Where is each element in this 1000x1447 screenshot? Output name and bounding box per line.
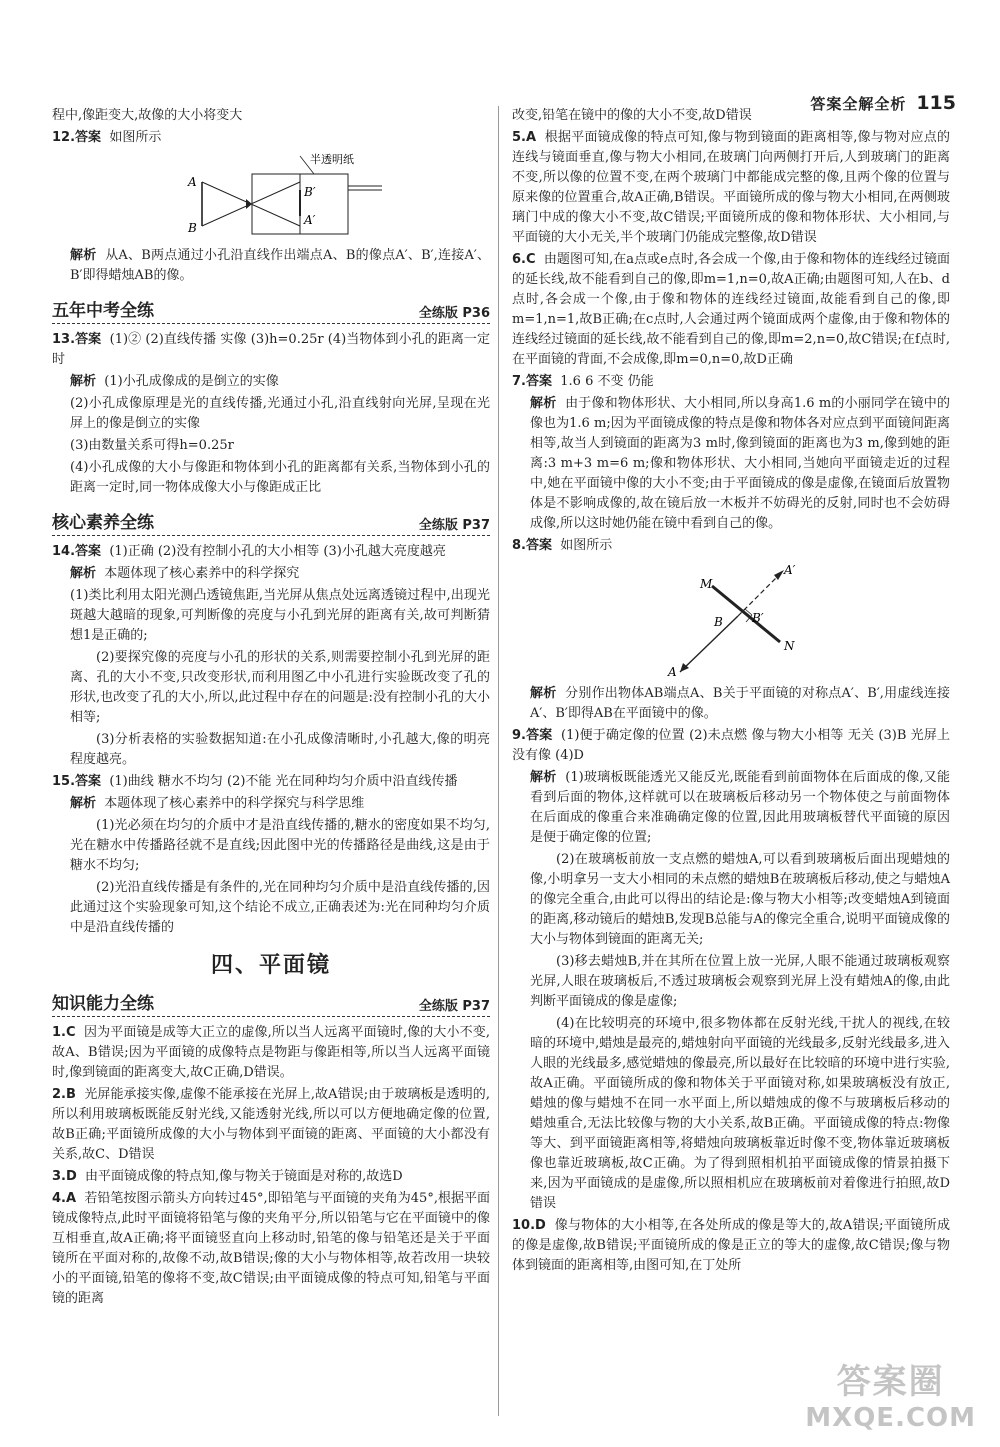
paragraph: (3)移去蜡烛B,并在其所在位置上放一光屏,人眼不能通过玻璃板观察光屏,人眼在玻璃板后,不透过玻璃板会观察到光屏上没有蜡烛A的像,由此判断平面镜成的像是虚像; — [530, 954, 950, 1009]
question-14: 14.答案 (1)正确 (2)没有控制小孔的大小相等 (3)小孔越大亮度越亮 — [52, 544, 446, 559]
figure-label: B — [188, 221, 197, 235]
analysis: 解析 (1)玻璃板既能透光又能反光,既能看到前面物体在后面成的像,又能看到后面的物体,这样就可以在玻璃板后移动另一个物体使之与前面物体在后面成的像重合来准确确定像的位置,因此用玻璃板替代平面镜的原因是便于确定像的位置; — [530, 770, 951, 845]
page-number: 115 — [916, 92, 956, 114]
question-2: 2.B 光屏能承接实像,虚像不能承接在光屏上,故A错误;由于玻璃板是透明的,所以利用玻璃板既能反射光线,又能透射光线,所以可以方便地确定像的位置,故B正确;平面镜所成像的大小与物体到平面镜的距离、平面镜的大小都没有关系,故C、D错误 — [52, 1087, 490, 1162]
analysis: 解析 由于像和物体形状、大小相同,所以身高1.6 m的小丽同学在镜中的像也为1.6 m;因为平面镜成像的特点是像和物体各对应点到平面镜间距离相等,故当人到镜面的距离为3 m时,像到镜面的距离也为3 m,像到她的距离:3 m+3 m=6 m;像和物体形状、大小相同,当她向平面镜走近的过程中,她在平面镜中像的大小不变;由于平面镜成的像是虚像,在镜面后放置物体是不影响成像的,故在镜后放一木板并不妨碍光的反射,同时也不会妨碍成像,所以这时她仍能在镜中看到自己的像。 — [530, 396, 950, 531]
question-10: 10.D 像与物体的大小相等,在各处所成的像是等大的,故A错误;平面镜所成的像是虚像,故B错误;平面镜所成的像是正立的等大的虚像,故C错误;像与物体到镜面的距离相等,由图可知,在丁处所 — [512, 1218, 950, 1273]
figure-label: B — [714, 615, 723, 629]
figure-label: N — [784, 639, 795, 653]
paragraph: (2)光沿直线传播是有条件的,光在同种均匀介质中是沿直线传播的,因此通过这个实验现象可知,这个结论不成立,正确表述为:光在同种均匀介质中是沿直线传播的 — [70, 880, 490, 935]
section-header: 核心素养全练 全练版 P37 — [52, 508, 490, 536]
question-3: 3.D 由平面镜成像的特点知,像与物关于镜面是对称的,故选D — [52, 1169, 403, 1184]
paragraph: (2)要探究像的亮度与小孔的形状的关系,则需要控制小孔到光屏的距离、孔的大小不变,只改变形状,而利用图乙中小孔进行实验既改变了孔的形状,也改变了孔的大小,所以,此过程中存在的问题是:没有控制小孔的大小相等; — [70, 650, 490, 725]
question-15: 15.答案 (1)曲线 糖水不均匀 (2)不能 光在同种均匀介质中沿直线传播 — [52, 774, 458, 789]
figure-label: 半透明纸 — [310, 153, 354, 166]
question-4: 4.A 若铅笔按图示箭头方向转过45°,即铅笔与平面镜的夹角为45°,根据平面镜成像特点,此时平面镜将铅笔与像的夹角平分,所以铅笔与它在平面镜中的像互相垂直,故A正确;将平面镜竖直向上移动时,铅笔的像与铅笔还是关于平面镜所在平面对称的,故像不动,故B错误;像的大小与物体相等,故若改用一块较小的平面镜,铅笔的像将不变,故C错误;由平面镜成像的特点可知,铅笔与平面镜的距离 — [52, 1191, 490, 1306]
header-title: 答案全解全析 — [810, 95, 907, 113]
chapter-title: 四、平面镜 — [210, 953, 331, 978]
question-9: 9.答案 (1)便于确定像的位置 (2)未点燃 像与物大小相等 无关 (3)B 光屏上没有像 (4)D — [512, 728, 950, 763]
question-1: 1.C 因为平面镜是成等大正立的虚像,所以当人远离平面镜时,像的大小不变,故A、B错误;因为平面镜的成像特点是物距与像距相等,所以当人远离平面镜时,像到镜面的距离变大,故C正确,D错误。 — [52, 1025, 491, 1080]
column-divider — [498, 106, 499, 1416]
paragraph: (4)小孔成像的大小与像距和物体到小孔的距离都有关系,当物体到小孔的距离一定时,同一物体成像大小与像距成正比 — [70, 460, 490, 495]
analysis: 解析 (1)小孔成像成的是倒立的实像 — [70, 374, 279, 389]
watermark-logo — [805, 1354, 976, 1433]
pinhole-diagram — [52, 150, 490, 244]
analysis: 解析 从A、B两点通过小孔沿直线作出端点A、B的像点A′、B′,连接A′、B′即得蜡烛AB的像。 — [70, 248, 491, 283]
figure-label: A — [668, 665, 677, 678]
left-column — [52, 106, 490, 1311]
figure-label: A′ — [784, 563, 796, 577]
question-13: 13.答案 (1)② (2)直线传播 实像 (3)h=0.25r (4)当物体到小孔的距离一定时 — [52, 332, 490, 367]
question-12: 12.答案 如图所示 — [52, 130, 162, 145]
figure-label: M — [700, 577, 713, 591]
paragraph: (2)在玻璃板前放一支点燃的蜡烛A,可以看到玻璃板后面出现蜡烛的像,小明拿另一支大小相同的未点燃的蜡烛B在玻璃板后移动,使之与蜡烛A的像完全重合,由此可以得出的结论是:像与物大小相等;改变蜡烛A到镜面的距离,移动镜后的蜡烛B,发现B总能与A的像完全重合,说明平面镜成像的大小与物体到镜面的距离无关; — [530, 852, 950, 947]
figure-label: B′ — [752, 611, 764, 625]
watermark-url: MXQE.COM — [805, 1403, 976, 1433]
analysis: 解析 分别作出物体AB端点A、B关于平面镜的对称点A′、B′,用虚线连接A′、B′即得AB在平面镜中的像。 — [530, 686, 950, 721]
right-column — [512, 106, 950, 1278]
watermark-text: 答案圈 — [836, 1362, 945, 1402]
figure-label: A′ — [304, 213, 316, 227]
mirror-diagram — [512, 558, 950, 682]
paragraph: (1)类比利用太阳光测凸透镜焦距,当光屏从焦点处远离透镜过程中,出现光斑越大越暗的现象,可判断像的亮度与小孔到光屏的距离有关,故可判断猜想1是正确的; — [70, 588, 490, 643]
paragraph: (4)在比较明亮的环境中,很多物体都在反射光线,干扰人的视线,在较暗的环境中,蜡烛是最亮的,蜡烛射向平面镜的光线最多,反射光线最多,进入人眼的光线最多,感觉蜡烛的像最亮,所以最好在比较暗的环境中进行实验,故A正确。平面镜所成的像和物体关于平面镜对称,如果玻璃板没有放正,蜡烛的像与蜡烛不在同一水平面上,所以蜡烛成的像不与玻璃板后移动的蜡烛重合,无法比较像与物的大小关系,故B正确。平面镜成像的特点:物像等大、到平面镜距离相等,将蜡烛向玻璃板靠近时像不变,物体靠近玻璃板像也靠近玻璃板,故C正确。为了得到照相机拍平面镜成像的情景拍摄下来,因为平面镜成的是虚像,所以照相机应在玻璃板前对着像进行拍照,故D错误 — [530, 1016, 950, 1211]
paragraph: 程中,像距变大,故像的大小将变大 — [52, 108, 243, 123]
analysis: 解析 本题体现了核心素养中的科学探究与科学思维 — [70, 796, 365, 811]
figure-label: B′ — [304, 185, 316, 199]
paragraph: (3)分析表格的实验数据知道:在小孔成像清晰时,小孔越大,像的明亮程度越亮。 — [70, 732, 490, 767]
question-8: 8.答案 如图所示 — [512, 538, 613, 553]
paragraph: (2)小孔成像原理是光的直线传播,光通过小孔,沿直线射向光屏,呈现在光屏上的像是倒立的实像 — [70, 396, 490, 431]
paragraph: (1)光必须在均匀的介质中才是沿直线传播的,糖水的密度如果不均匀,光在糖水中传播路径就不是直线;因此图中光的传播路径是曲线,这是由于糖水不均匀; — [70, 818, 490, 873]
section-header: 知识能力全练 全练版 P37 — [52, 989, 490, 1017]
paragraph: 改变,铅笔在镜中的像的大小不变,故D错误 — [512, 108, 752, 123]
paragraph: (3)由数量关系可得h=0.25r — [70, 438, 234, 453]
question-7: 7.答案 1.6 6 不变 仍能 — [512, 374, 654, 389]
question-5: 5.A 根据平面镜成像的特点可知,像与物到镜面的距离相等,像与物对应点的连线与镜面垂直,像与物大小相同,在玻璃门向两侧打开后,人到玻璃门的距离不变,所以像的位置不变,在两个玻璃门中都能成完整的像,且两个像的位置与原来像的位置重合,故A正确,B错误。平面镜所成的像与物大小相同,在两侧玻璃门中成的像大小不变,故C错误;平面镜所成的像和物体形状、大小相同,与平面镜的大小无关,半个玻璃门仍能成完整像,故D错误 — [512, 130, 951, 245]
analysis: 解析 本题体现了核心素养中的科学探究 — [70, 566, 300, 581]
question-6: 6.C 由题图可知,在a点或e点时,各会成一个像,由于像和物体的连线经过镜面的延长线,故不能看到自己的像,即m=1,n=0,故A正确;由题图可知,人在b、d点时,各会成一个像,由于像和物体的连线经过镜面,故能看到自己的像,即m=1,n=1,故B正确;在c点时,人会通过两个镜面成两个虚像,由于像和物体的连线经过镜面的延长线,故不能看到自己的像,即m=2,n=0,故C错误;在f点时,在平面镜的背面,不会成像,即m=0,n=0,故D正确 — [512, 252, 950, 367]
section-header: 五年中考全练 全练版 P36 — [52, 296, 490, 324]
figure-label: A — [188, 175, 197, 189]
